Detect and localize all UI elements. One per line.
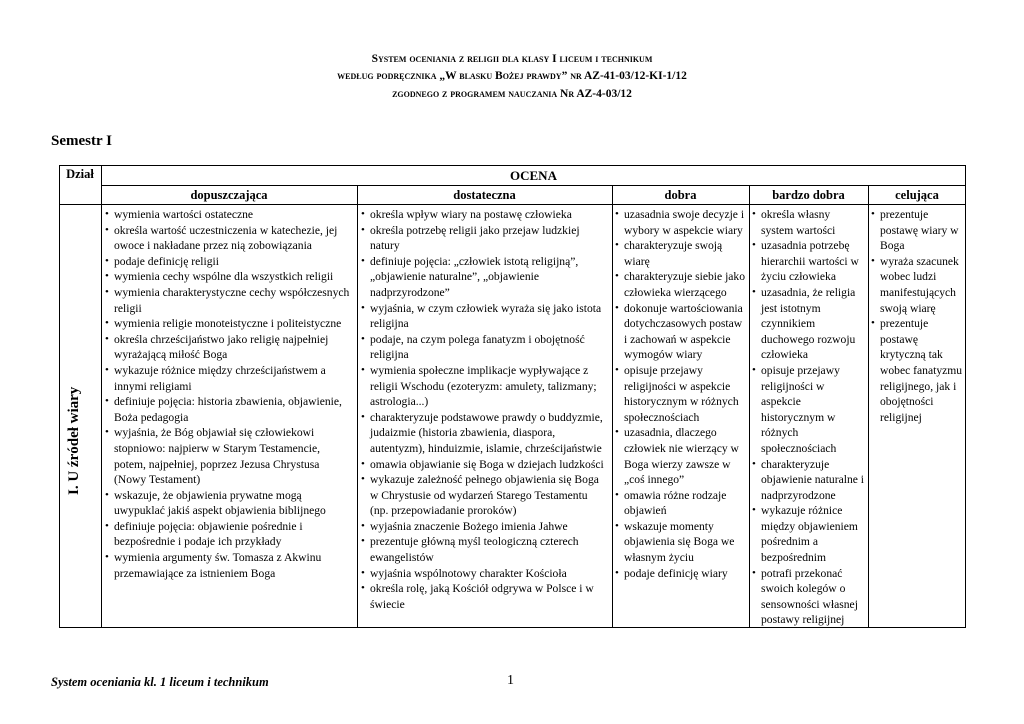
list-item: • określa potrzebę religii jako przejaw ludzkiej natury xyxy=(361,223,608,254)
list-item: • charakteryzuje podstawowe prawdy o buddyzmie, judaizmie (historia zbawienia, diaspora, autentyzm), hinduizmie, islamie, chrześcijaństwie xyxy=(361,410,608,457)
page-number: 1 xyxy=(507,673,514,688)
cell-dostateczna xyxy=(361,207,608,612)
list-item: • potrafi przekonać swoich kolegów o sensowności własnej postawy religijnej xyxy=(752,566,865,628)
list-item: • wymienia religie monoteistyczne i politeistyczne xyxy=(105,316,353,332)
list-item: • określa wpływ wiary na postawę człowieka xyxy=(361,207,608,223)
list-item: • prezentuje postawę wiary w Boga xyxy=(871,207,963,254)
list-item: • opisuje przejawy religijności w aspekcie historycznym w różnych społecznościach xyxy=(615,363,746,425)
list-item: • wyjaśnia znaczenie Bożego imienia Jahwe xyxy=(361,519,608,535)
list-item: • wyjaśnia wspólnotowy charakter Kościoła xyxy=(361,566,608,582)
list-item: • określa wartość uczestniczenia w katechezie, jej owoce i nakładane przez nią zobowiązania xyxy=(105,223,353,254)
list-item: • określa rolę, jaką Kościół odgrywa w Polsce i w świecie xyxy=(361,581,608,612)
header-line-2: według podręcznika „W blasku Bożej prawdy” nr AZ-41-03/12-KI-1/12 xyxy=(337,70,687,82)
col-header-bardzo-dobra: bardzo dobra xyxy=(772,188,845,202)
list-item: • omawia objawianie się Boga w dziejach ludzkości xyxy=(361,457,608,473)
col-header-dopuszczajaca: dopuszczająca xyxy=(190,188,268,202)
list-item: • wymienia wartości ostateczne xyxy=(105,207,353,223)
col-header-dostateczna: dostateczna xyxy=(453,188,516,202)
list-item: • określa chrześcijaństwo jako religię najpełniej wyrażającą miłość Boga xyxy=(105,332,353,363)
list-item: • uzasadnia, dlaczego człowiek nie wierzący w Boga wierzy zawsze w „coś innego” xyxy=(615,425,746,487)
list-item: • wskazuje, że objawienia prywatne mogą uwypuklać jakiś aspekt objawienia biblijnego xyxy=(105,488,353,519)
header-line-3: zgodnego z programem nauczania Nr AZ-4-03/12 xyxy=(392,88,632,100)
list-item: • uzasadnia potrzebę hierarchii wartości w życiu człowieka xyxy=(752,238,865,285)
col-header-celujaca: celująca xyxy=(895,188,939,202)
list-item: • wykazuje różnice między chrześcijaństwem a innymi religiami xyxy=(105,363,353,394)
col-header-dobra: dobra xyxy=(664,188,697,202)
list-item: • wskazuje momenty objawienia się Boga we własnym życiu xyxy=(615,519,746,566)
list-item: • opisuje przejawy religijności w aspekcie historycznym w różnych społecznościach xyxy=(752,363,865,457)
list-item: • dokonuje wartościowania dotychczasowych postaw i zachowań w aspekcie wymogów wiary xyxy=(615,301,746,363)
list-item: • wymienia charakterystyczne cechy współczesnych religii xyxy=(105,285,353,316)
list-item: • definiuje pojęcia: „człowiek istotą religijną”, „objawienie naturalne”, „objawienie nadprzyrodzone” xyxy=(361,254,608,301)
list-item: • określa własny system wartości xyxy=(752,207,865,238)
list-item: • charakteryzuje siebie jako człowieka wierzącego xyxy=(615,269,746,300)
list-item: • charakteryzuje swoją wiarę xyxy=(615,238,746,269)
list-item: • wymienia cechy wspólne dla wszystkich religii xyxy=(105,269,353,285)
semester-heading: Semestr I xyxy=(51,133,112,149)
list-item: • podaje, na czym polega fanatyzm i obojętność religijna xyxy=(361,332,608,363)
list-item: • omawia różne rodzaje objawień xyxy=(615,488,746,519)
list-item: • definiuje pojęcia: objawienie pośrednie i bezpośrednie i podaje ich przykłady xyxy=(105,519,353,550)
list-item: • wykazuje zależność pełnego objawienia się Boga w Chrystusie od wydarzeń Starego Testamentu (np. przepowiadanie proroków) xyxy=(361,472,608,519)
list-item: • wyjaśnia, że Bóg objawiał się człowiekowi stopniowo: najpierw w Starym Testamencie, potem, najpełniej, poprzez Jezusa Chrystusa (Nowy Testament) xyxy=(105,425,353,487)
list-item: • uzasadnia swoje decyzje i wybory w aspekcie wiary xyxy=(615,207,746,238)
list-item: • wyjaśnia, w czym człowiek wyraża się jako istota religijna xyxy=(361,301,608,332)
cell-bardzo-dobra xyxy=(752,207,865,628)
ocena-header: OCENA xyxy=(510,168,557,183)
list-item: • prezentuje główną myśl teologiczną czterech ewangelistów xyxy=(361,534,608,565)
header-line-1: System oceniania z religii dla klasy I liceum i technikum xyxy=(371,53,653,65)
list-item: • wykazuje różnice między objawieniem pośrednim a bezpośrednim xyxy=(752,503,865,565)
cell-dobra xyxy=(615,207,746,581)
cell-celujaca xyxy=(871,207,963,425)
dzial-header: Dział xyxy=(66,167,94,181)
list-item: • podaje definicję wiary xyxy=(615,566,746,582)
list-item: • wyraża szacunek wobec ludzi manifestujących swoją wiarę xyxy=(871,254,963,316)
list-item: • definiuje pojęcia: historia zbawienia, objawienie, Boża pedagogia xyxy=(105,394,353,425)
list-item: • wymienia społeczne implikacje wypływające z religii Wschodu (ezoteryzm: amulety, talizmany; astrologia...) xyxy=(361,363,608,410)
grading-table: Dział OCENA dopuszczająca dostateczna dobra bardzo dobra celująca I. U źródeł wiary • wymienia wartości ostateczne • określa wartość uczestniczenia w katechezie, jej owoce i nakładane przez nią zobowiązania • podaje definicję religii • wymienia cechy wspólne dla wszystkich religii • wymienia charakterystyczne cechy współczesnych religii • wymienia religie monoteistyczne i politeistyczne • określa chrześcijaństwo jako religię najpełniej wyrażającą miłość Boga • wykazuje różnice między chrześcijaństwem a innymi religiami • definiuje pojęcia: historia zbawienia, objawienie, Boża pedagogia • wyjaśnia, że Bóg objawiał się człowiekowi stopniowo: najpierw w Starym Testamencie, potem, najpełniej, poprzez Jezusa Chrystusa (Nowy Testament) • wskazuje, że objawienia prywatne mogą uwypuklać jakiś aspekt objawienia biblijnego • definiuje pojęcia: objawienie pośrednie i bezpośrednie i podaje ich przykłady • wymienia argumenty św. Tomasza z Akwinu przemawiające za istnieniem Boga • określa wpływ wiary na postawę człowieka • określa potrzebę religii jako przejaw ludzkiej natury • definiuje pojęcia: „człowiek istotą religijną”, „objawienie naturalne”, „objawienie nadprzyrodzone” • wyjaśnia, w czym człowiek wyraża się jako istota religijna • podaje, na czym polega fanatyzm i obojętność religijna • wymienia społeczne implikacje wypływające z religii Wschodu (ezoteryzm: amulety, talizmany; astrologia...) • charakteryzuje podstawowe prawdy o buddyzmie, judaizmie (historia zbawienia, diaspora, autentyzm), hinduizmie, islamie, chrześcijaństwie • omawia objawianie się Boga w dziejach ludzkości • wykazuje zależność pełnego objawienia się Boga w Chrystusie od wydarzeń Starego Testamentu (np. przepowiadanie proroków) • wyjaśnia znaczenie Bożego imienia Jahwe • prezentuje główną myśl teologiczną czterech ewangelistów • wyjaśnia wspólnotowy charakter Kościoła • określa rolę, jaką Kościół odgrywa w Polsce i w świecie • uzasadnia swoje decyzje i wybory w aspekcie wiary • charakteryzuje swoją wiarę • charakteryzuje siebie jako człowieka wierzącego • dokonuje wartościowania dotychczasowych postaw i zachowań w aspekcie wymogów wiary • opisuje przejawy religijności w aspekcie historycznym w różnych społecznościach • uzasadnia, dlaczego człowiek nie wierzący w Boga wierzy zawsze w „coś innego” • omawia różne rodzaje objawień • wskazuje momenty objawienia się Boga we własnym życiu • podaje definicję wiary • określa własny system wartości • uzasadnia potrzebę hierarchii wartości w życiu człowieka • uzasadnia, że religia jest istotnym czynnikiem duchowego rozwoju człowieka • opisuje przejawy religijności w aspekcie historycznym w różnych społecznościach • charakteryzuje objawienie naturalne i nadprzyrodzone • wykazuje różnice między objawieniem pośrednim a bezpośrednim • potrafi przekonać swoich kolegów o sensowności własnej postawy religijnej • prezentuje postawę wiary w Boga • wyraża szacunek wobec ludzi manifestujących swoją wiarę • prezentuje postawę krytyczną tak wobec fanatyzmu religijnego, jak i obojętności religijnej xyxy=(59,165,966,628)
footer-doc-title: System oceniania kl. 1 liceum i technikum xyxy=(51,675,269,689)
list-item: • uzasadnia, że religia jest istotnym czynnikiem duchowego rozwoju człowieka xyxy=(752,285,865,363)
list-item: • wymienia argumenty św. Tomasza z Akwinu przemawiające za istnieniem Boga xyxy=(105,550,353,581)
list-item: • charakteryzuje objawienie naturalne i nadprzyrodzone xyxy=(752,457,865,504)
list-item: • prezentuje postawę krytyczną tak wobec fanatyzmu religijnego, jak i obojętności religijnej xyxy=(871,316,963,425)
cell-dopuszczajaca xyxy=(105,207,353,581)
list-item: • podaje definicję religii xyxy=(105,254,353,270)
